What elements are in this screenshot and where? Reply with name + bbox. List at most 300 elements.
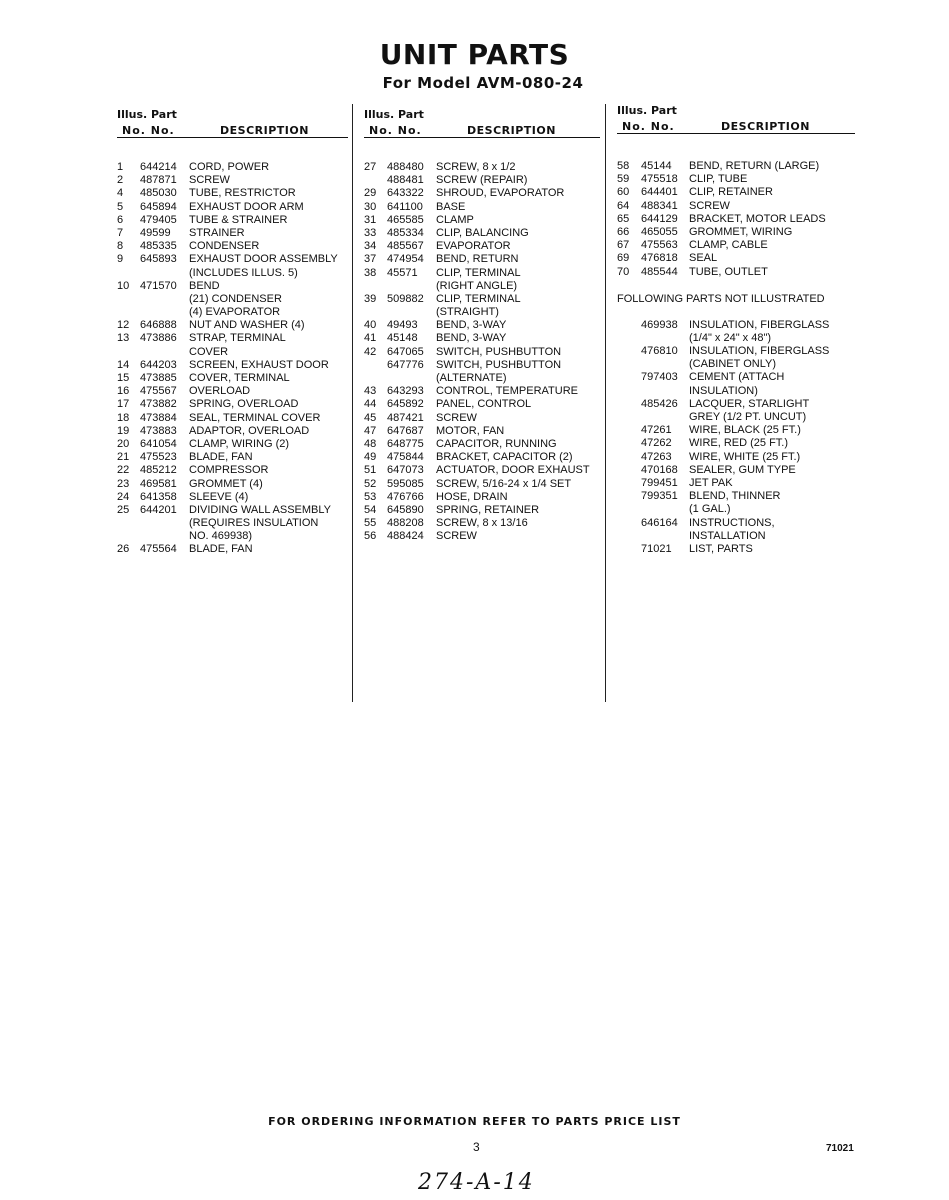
part-number: 641100 bbox=[387, 200, 423, 213]
part-description: SCREW bbox=[436, 530, 477, 543]
illus-number: 48 bbox=[364, 437, 377, 450]
table-row bbox=[364, 491, 624, 504]
part-number: 485567 bbox=[387, 240, 424, 253]
table-row bbox=[617, 477, 877, 490]
part-number: 487871 bbox=[140, 174, 177, 187]
part-description: CONDENSER bbox=[189, 240, 260, 253]
part-description: NO. 469938) bbox=[189, 530, 252, 543]
illus-number: 6 bbox=[117, 213, 124, 226]
illus-number: 20 bbox=[117, 437, 130, 450]
table-row bbox=[117, 398, 377, 411]
illus-number: 52 bbox=[364, 477, 377, 490]
parts-list bbox=[617, 160, 877, 556]
part-number: 473885 bbox=[140, 372, 177, 384]
illus-number: 15 bbox=[117, 372, 130, 384]
part-number: 479405 bbox=[140, 213, 177, 226]
table-row bbox=[364, 240, 624, 253]
page-title: UNIT PARTS bbox=[379, 38, 570, 71]
table-row bbox=[117, 280, 377, 293]
part-number: 475844 bbox=[387, 451, 424, 464]
part-number: 488480 bbox=[387, 161, 424, 173]
table-row bbox=[117, 319, 377, 332]
part-description: (STRAIGHT) bbox=[436, 306, 499, 319]
part-description: CLIP, TUBE bbox=[689, 173, 748, 186]
part-description: WIRE, RED (25 FT.) bbox=[689, 437, 789, 450]
table-row bbox=[617, 543, 877, 556]
table-row bbox=[617, 503, 877, 516]
part-description: COMPRESSOR bbox=[189, 464, 269, 477]
model-subtitle: For Model AVM-080-24 bbox=[382, 74, 584, 92]
part-description: OVERLOAD bbox=[189, 385, 251, 398]
header-rule bbox=[364, 137, 600, 138]
part-number: 644203 bbox=[140, 358, 177, 371]
illus-number: 5 bbox=[117, 200, 124, 213]
table-row bbox=[364, 227, 624, 240]
part-number: 47263 bbox=[641, 450, 672, 463]
table-row bbox=[117, 332, 377, 345]
header-nos: No. No. bbox=[622, 120, 675, 133]
illus-number: 16 bbox=[117, 385, 130, 398]
table-row bbox=[117, 306, 377, 319]
part-description: (21) CONDENSER bbox=[189, 292, 282, 305]
table-row bbox=[364, 464, 624, 477]
part-description: CAPACITOR, RUNNING bbox=[436, 437, 557, 450]
part-description: CLAMP, CABLE bbox=[689, 239, 768, 252]
table-row bbox=[364, 346, 624, 359]
table-row bbox=[364, 319, 624, 332]
part-description: INSTRUCTIONS, bbox=[689, 516, 775, 529]
part-description: BLADE, FAN bbox=[189, 543, 253, 556]
part-number: 799351 bbox=[641, 490, 678, 503]
part-number: 797403 bbox=[641, 371, 678, 384]
part-description: DIVIDING WALL ASSEMBLY bbox=[189, 503, 332, 516]
part-number: 647065 bbox=[387, 345, 424, 358]
part-description: SCREW bbox=[189, 174, 230, 187]
part-number: 645892 bbox=[387, 398, 424, 411]
illus-number: 47 bbox=[364, 424, 377, 437]
illus-number: 31 bbox=[364, 213, 377, 226]
part-description: CLAMP, WIRING (2) bbox=[189, 437, 290, 450]
table-row bbox=[117, 359, 377, 372]
table-row bbox=[364, 412, 624, 425]
table-row bbox=[617, 358, 877, 371]
illus-number: 27 bbox=[364, 161, 377, 173]
part-number: 47262 bbox=[641, 437, 672, 450]
part-description: SPRING, RETAINER bbox=[436, 503, 540, 516]
illus-number: 51 bbox=[364, 464, 377, 477]
illus-number: 19 bbox=[117, 424, 130, 437]
illus-number: 25 bbox=[117, 503, 130, 516]
header-nos: No. No. bbox=[122, 124, 175, 137]
table-row bbox=[364, 398, 624, 411]
part-description: GREY (1/2 PT. UNCUT) bbox=[689, 411, 807, 423]
part-description: BEND bbox=[189, 279, 220, 292]
header-nos: No. No. bbox=[369, 124, 422, 137]
part-description: BEND, RETURN (LARGE) bbox=[689, 160, 820, 172]
table-row bbox=[117, 478, 377, 491]
header-description: DESCRIPTION bbox=[220, 124, 309, 137]
part-number: 465055 bbox=[641, 225, 678, 238]
column-header bbox=[117, 108, 347, 140]
part-description: WIRE, BLACK (25 FT.) bbox=[689, 424, 801, 437]
part-description: SCREEN, EXHAUST DOOR bbox=[189, 358, 329, 371]
illus-number: 29 bbox=[364, 187, 377, 200]
part-description: CEMENT (ATTACH bbox=[689, 371, 785, 384]
table-row bbox=[364, 438, 624, 451]
part-description: SPRING, OVERLOAD bbox=[189, 398, 299, 411]
part-number: 485335 bbox=[140, 240, 177, 253]
table-row bbox=[117, 412, 377, 425]
part-description: TUBE & STRAINER bbox=[189, 213, 288, 226]
part-number: 485544 bbox=[641, 265, 678, 278]
part-description: SEAL, TERMINAL COVER bbox=[189, 411, 321, 424]
header-illus-part: Illus. Part bbox=[364, 108, 424, 121]
part-description: INSULATION, FIBERGLASS bbox=[689, 345, 830, 358]
part-number: 509882 bbox=[387, 292, 424, 305]
header-description: DESCRIPTION bbox=[721, 120, 810, 133]
table-row bbox=[117, 451, 377, 464]
part-description: SCREW bbox=[436, 411, 477, 424]
illus-number: 22 bbox=[117, 464, 130, 477]
illus-number: 37 bbox=[364, 253, 377, 266]
part-description: ADAPTOR, OVERLOAD bbox=[189, 424, 310, 437]
illus-number: 67 bbox=[617, 239, 630, 252]
part-description: ACTUATOR, DOOR EXHAUST bbox=[436, 464, 590, 477]
ordering-note: FOR ORDERING INFORMATION REFER TO PARTS PRICE LIST bbox=[268, 1115, 681, 1128]
part-description: CONTROL, TEMPERATURE bbox=[436, 385, 578, 398]
part-description: BLADE, FAN bbox=[189, 451, 253, 464]
part-number: 474954 bbox=[387, 253, 424, 266]
part-description: SEALER, GUM TYPE bbox=[689, 463, 796, 476]
part-number: 647073 bbox=[387, 464, 424, 477]
part-number: 643293 bbox=[387, 385, 424, 398]
part-number: 465585 bbox=[387, 213, 424, 226]
document-code: 71021 bbox=[826, 1143, 854, 1154]
table-row bbox=[364, 187, 624, 200]
table-row bbox=[364, 332, 624, 345]
table-row bbox=[364, 174, 624, 187]
part-number: 645890 bbox=[387, 503, 424, 516]
table-row bbox=[617, 173, 877, 186]
illus-number: 58 bbox=[617, 160, 630, 172]
illus-number: 40 bbox=[364, 319, 377, 332]
part-description: (4) EVAPORATOR bbox=[189, 306, 281, 319]
illus-number: 8 bbox=[117, 240, 124, 253]
header-illus-part: Illus. Part bbox=[117, 108, 177, 121]
illus-number: 10 bbox=[117, 279, 130, 292]
part-description: (RIGHT ANGLE) bbox=[436, 279, 518, 292]
part-number: 475564 bbox=[140, 543, 177, 556]
part-description: MOTOR, FAN bbox=[436, 424, 505, 437]
table-row bbox=[117, 425, 377, 438]
parts-column-1 bbox=[117, 108, 347, 556]
table-row bbox=[364, 201, 624, 214]
part-description: EXHAUST DOOR ASSEMBLY bbox=[189, 253, 338, 266]
part-description: SCREW, 8 x 13/16 bbox=[436, 517, 528, 530]
part-number: 476818 bbox=[641, 252, 678, 265]
part-number: 641358 bbox=[140, 490, 177, 503]
part-number: 485030 bbox=[140, 187, 177, 200]
illus-number: 4 bbox=[117, 187, 124, 200]
parts-column-2 bbox=[364, 108, 599, 543]
illus-number: 2 bbox=[117, 174, 124, 187]
handwritten-note: 274-A-14 bbox=[418, 1170, 535, 1195]
illus-number: 1 bbox=[117, 161, 124, 173]
part-description: (REQUIRES INSULATION bbox=[189, 517, 319, 530]
part-description: HOSE, DRAIN bbox=[436, 490, 508, 503]
table-row bbox=[364, 504, 624, 517]
part-number: 47261 bbox=[641, 424, 672, 437]
header-description: DESCRIPTION bbox=[467, 124, 556, 137]
illus-number: 56 bbox=[364, 530, 377, 543]
illus-number: 65 bbox=[617, 212, 630, 225]
part-number: 645894 bbox=[140, 200, 177, 213]
table-row bbox=[617, 517, 877, 530]
table-row bbox=[617, 213, 877, 226]
part-description: CLAMP bbox=[436, 213, 474, 226]
table-row bbox=[117, 240, 377, 253]
illus-number: 30 bbox=[364, 200, 377, 213]
illus-number: 17 bbox=[117, 398, 130, 411]
table-row bbox=[117, 227, 377, 240]
part-description: CLIP, TERMINAL bbox=[436, 266, 521, 279]
part-description: INSULATION) bbox=[689, 384, 758, 397]
part-description: COVER bbox=[189, 345, 229, 358]
illus-number: 21 bbox=[117, 451, 130, 464]
part-description: INSTALLATION bbox=[689, 529, 766, 542]
table-row bbox=[364, 359, 624, 372]
part-description: BASE bbox=[436, 200, 466, 213]
illus-number: 12 bbox=[117, 319, 130, 332]
part-number: 473882 bbox=[140, 398, 177, 411]
part-number: 647776 bbox=[387, 358, 424, 371]
part-number: 485426 bbox=[641, 397, 678, 410]
table-row bbox=[364, 253, 624, 266]
part-number: 488341 bbox=[641, 199, 678, 212]
illus-number: 55 bbox=[364, 517, 377, 530]
part-number: 643322 bbox=[387, 187, 424, 200]
parts-column-3 bbox=[617, 104, 857, 555]
table-row bbox=[617, 239, 877, 252]
part-number: 488481 bbox=[387, 174, 424, 187]
part-number: 476810 bbox=[641, 345, 678, 358]
part-number: 473883 bbox=[140, 424, 177, 437]
column-header bbox=[617, 104, 857, 136]
part-number: 45148 bbox=[387, 332, 418, 345]
part-description: NUT AND WASHER (4) bbox=[189, 319, 305, 332]
table-row bbox=[117, 253, 377, 266]
part-description: SLEEVE (4) bbox=[189, 490, 249, 503]
part-number: 488208 bbox=[387, 517, 424, 530]
part-number: 49599 bbox=[140, 226, 171, 239]
table-row bbox=[117, 174, 377, 187]
part-description: (ALTERNATE) bbox=[436, 372, 507, 384]
table-row bbox=[617, 451, 877, 464]
part-number: 485212 bbox=[140, 464, 177, 477]
illus-number: 33 bbox=[364, 226, 377, 239]
part-description: EXHAUST DOOR ARM bbox=[189, 200, 304, 213]
table-row bbox=[617, 437, 877, 450]
table-row bbox=[364, 451, 624, 464]
illus-number: 59 bbox=[617, 173, 630, 186]
part-description: TUBE, RESTRICTOR bbox=[189, 187, 296, 200]
part-number: 648775 bbox=[387, 437, 424, 450]
part-number: 487421 bbox=[387, 411, 424, 424]
illus-number: 9 bbox=[117, 253, 124, 266]
table-row bbox=[617, 385, 877, 398]
illus-number: 54 bbox=[364, 503, 377, 516]
parts-list bbox=[364, 161, 624, 543]
part-description: EVAPORATOR bbox=[436, 240, 511, 253]
part-description: GROMMET (4) bbox=[189, 477, 263, 490]
part-number: 644401 bbox=[641, 186, 678, 199]
illus-number: 49 bbox=[364, 451, 377, 464]
part-number: 644214 bbox=[140, 161, 177, 173]
table-row bbox=[364, 385, 624, 398]
table-row bbox=[364, 530, 624, 543]
table-row bbox=[117, 346, 377, 359]
table-row bbox=[117, 530, 377, 543]
table-row bbox=[364, 478, 624, 491]
table-row bbox=[364, 517, 624, 530]
part-number: 473884 bbox=[140, 411, 177, 424]
part-description: (CABINET ONLY) bbox=[689, 358, 776, 371]
part-number: 475518 bbox=[641, 173, 678, 186]
part-description: CORD, POWER bbox=[189, 161, 270, 173]
part-number: 646164 bbox=[641, 516, 678, 529]
illus-number: 64 bbox=[617, 199, 630, 212]
illus-number: 66 bbox=[617, 225, 630, 238]
part-number: 641054 bbox=[140, 437, 177, 450]
table-row bbox=[617, 398, 877, 411]
part-number: 488424 bbox=[387, 530, 424, 543]
table-row bbox=[617, 464, 877, 477]
table-row bbox=[117, 438, 377, 451]
illus-number: 69 bbox=[617, 252, 630, 265]
part-description: BEND, 3-WAY bbox=[436, 332, 507, 345]
illus-number: 43 bbox=[364, 385, 377, 398]
part-description: (1/4" x 24" x 48") bbox=[689, 331, 772, 344]
header-rule bbox=[117, 137, 348, 138]
illus-number: 42 bbox=[364, 345, 377, 358]
illus-number: 13 bbox=[117, 332, 130, 345]
table-row bbox=[617, 530, 877, 543]
table-row bbox=[617, 332, 877, 345]
part-number: 469938 bbox=[641, 318, 678, 331]
part-description: BEND, 3-WAY bbox=[436, 319, 507, 332]
illus-number: 70 bbox=[617, 265, 630, 278]
illus-number: 7 bbox=[117, 226, 124, 239]
part-number: 45144 bbox=[641, 160, 672, 172]
table-row bbox=[364, 306, 624, 319]
part-description: SCREW (REPAIR) bbox=[436, 174, 528, 187]
table-row bbox=[117, 464, 377, 477]
part-number: 799451 bbox=[641, 476, 678, 489]
table-row bbox=[117, 201, 377, 214]
illus-number: 23 bbox=[117, 477, 130, 490]
part-description: COVER, TERMINAL bbox=[189, 372, 290, 384]
part-number: 647687 bbox=[387, 424, 424, 437]
table-row bbox=[117, 385, 377, 398]
part-number: 646888 bbox=[140, 319, 177, 332]
part-description: PANEL, CONTROL bbox=[436, 398, 532, 411]
part-number: 45571 bbox=[387, 266, 418, 279]
table-row bbox=[117, 187, 377, 200]
table-row bbox=[617, 252, 877, 265]
part-number: 485334 bbox=[387, 226, 424, 239]
part-description: STRAP, TERMINAL bbox=[189, 332, 286, 345]
part-number: 473886 bbox=[140, 332, 177, 345]
illus-number: 45 bbox=[364, 411, 377, 424]
part-number: 71021 bbox=[641, 542, 672, 555]
part-description: INSULATION, FIBERGLASS bbox=[689, 318, 830, 331]
part-description: SCREW, 5/16-24 x 1/4 SET bbox=[436, 477, 572, 490]
part-description: BLEND, THINNER bbox=[689, 490, 781, 503]
table-row bbox=[617, 226, 877, 239]
part-description: SWITCH, PUSHBUTTON bbox=[436, 358, 562, 371]
illus-number: 41 bbox=[364, 332, 377, 345]
table-row bbox=[117, 293, 377, 306]
illus-number: 24 bbox=[117, 490, 130, 503]
part-description: SCREW, 8 x 1/2 bbox=[436, 161, 516, 173]
part-number: 476766 bbox=[387, 490, 424, 503]
table-row bbox=[617, 200, 877, 213]
table-row bbox=[617, 186, 877, 199]
part-description: BEND, RETURN bbox=[436, 253, 519, 266]
part-number: 470168 bbox=[641, 463, 678, 476]
table-row bbox=[617, 266, 877, 279]
table-row bbox=[617, 424, 877, 437]
part-description: LACQUER, STARLIGHT bbox=[689, 397, 810, 410]
part-number: 644129 bbox=[641, 212, 678, 225]
table-row bbox=[117, 267, 377, 280]
illus-number: 14 bbox=[117, 358, 130, 371]
part-description: STRAINER bbox=[189, 226, 245, 239]
table-row bbox=[617, 319, 877, 332]
illus-number: 39 bbox=[364, 292, 377, 305]
part-number: 475567 bbox=[140, 385, 177, 398]
illus-number: 34 bbox=[364, 240, 377, 253]
part-number: 645893 bbox=[140, 253, 177, 266]
page-number: 3 bbox=[473, 1140, 480, 1154]
table-row bbox=[364, 214, 624, 227]
table-row bbox=[117, 491, 377, 504]
table-row bbox=[617, 490, 877, 503]
part-description: SHROUD, EVAPORATOR bbox=[436, 187, 565, 200]
illus-number: 38 bbox=[364, 266, 377, 279]
part-number: 475523 bbox=[140, 451, 177, 464]
part-description: TUBE, OUTLET bbox=[689, 265, 768, 278]
part-description: CLIP, BALANCING bbox=[436, 226, 529, 239]
illus-number: 60 bbox=[617, 186, 630, 199]
illus-number: 18 bbox=[117, 411, 130, 424]
table-row bbox=[617, 345, 877, 358]
table-row bbox=[364, 267, 624, 280]
illus-number: 53 bbox=[364, 490, 377, 503]
part-description: GROMMET, WIRING bbox=[689, 225, 793, 238]
part-number: 475563 bbox=[641, 239, 678, 252]
table-row bbox=[117, 517, 377, 530]
part-description: SCREW bbox=[689, 199, 730, 212]
parts-list bbox=[117, 161, 377, 557]
table-row bbox=[617, 411, 877, 424]
part-description: BRACKET, CAPACITOR (2) bbox=[436, 451, 573, 464]
part-number: 469581 bbox=[140, 477, 177, 490]
header-illus-part: Illus. Part bbox=[617, 104, 677, 117]
table-row bbox=[364, 372, 624, 385]
part-description: CLIP, TERMINAL bbox=[436, 292, 521, 305]
part-description: WIRE, WHITE (25 FT.) bbox=[689, 450, 801, 463]
